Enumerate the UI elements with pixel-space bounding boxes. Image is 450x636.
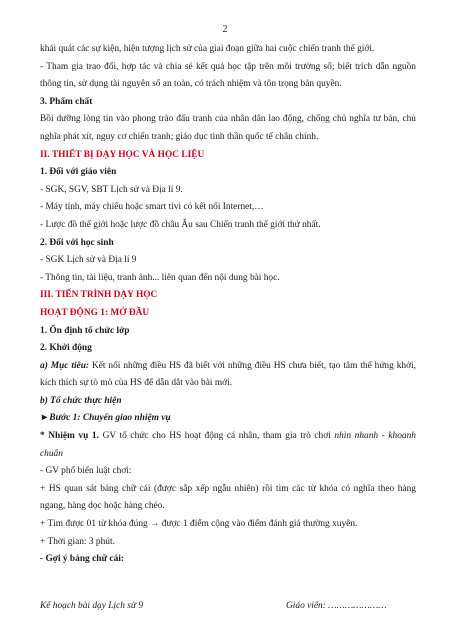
- objective-label: a) Mục tiêu:: [40, 360, 90, 371]
- list-item: + Tìm được 01 từ khóa đúng → được 1 điểm cộng vào điểm đánh giá thường xuyên.: [40, 519, 358, 530]
- section-heading-process: III. TIẾN TRÌNH DẠY HỌC: [40, 290, 158, 301]
- list-item: + HS quan sát bảng chữ cái (được sắp xếp ngẫu nhiên) rồi tìm các từ khóa có nghĩa theo hàng ngang, hàng dọc hoặc hàng chéo.: [40, 483, 416, 512]
- section-heading-equipment: II. THIẾT BỊ DẠY HỌC VÀ HỌC LIỆU: [40, 149, 205, 160]
- list-item: - SGK Lịch sử và Địa lí 9: [40, 255, 137, 266]
- heading-class-setup: 1. Ổn định tổ chức lớp: [40, 325, 130, 336]
- paragraph-competence-continued: khái quát các sự kiện, hiện tượng lịch sử của giai đoạn giữa hai cuộc chiến tranh thế giới.: [40, 44, 375, 54]
- objective-text: Kết nối những điều HS đã biết với những điều HS chưa biết, tạo tâm thế hứng khởi, kích thích sự tò mò của HS để dẫn dắt vào bài mới.: [40, 360, 416, 389]
- list-item: - Lược đồ thế giới hoặc lược đồ châu Âu sau Chiến tranh thế giới thứ nhất.: [40, 219, 321, 230]
- page-number: 2: [222, 24, 228, 35]
- footer-teacher: Giáo viên: …………………: [286, 601, 387, 611]
- paragraph-objective: [40, 358, 416, 393]
- game-name: nhìn nhanh - khoanh chuẩn: [40, 431, 416, 459]
- heading-qualities: 3. Phẩm chất: [40, 96, 93, 107]
- list-item: + Thời gian: 3 phút.: [40, 536, 115, 547]
- list-item: - Máy tính, máy chiếu hoặc smart tivi có kết nối Internet,…: [40, 202, 264, 213]
- document-body: [40, 41, 416, 569]
- heading-for-teacher: 1. Đối với giáo viên: [40, 167, 117, 178]
- task-label: * Nhiệm vụ 1.: [40, 431, 99, 442]
- heading-step-1: ►Bước 1: Chuyển giao nhiệm vụ: [40, 413, 171, 424]
- heading-organization: b) Tổ chức thực hiện: [40, 395, 122, 406]
- heading-alphabet-hint: - Gợi ý bảng chữ cái:: [40, 554, 124, 565]
- paragraph-task-1: [40, 428, 416, 463]
- heading-warm-up: 2. Khởi động: [40, 343, 92, 354]
- task-text: GV tổ chức cho HS hoạt động cá nhân, tham gia trò chơi: [98, 431, 335, 442]
- list-item: - SGK, SGV, SBT Lịch sử và Địa lí 9.: [40, 184, 183, 195]
- paragraph-digital-competence: - Tham gia trao đổi, hợp tác và chia sẻ kết quả học tập trên môi trường số; biết trích dẫn nguồn thông tin, sử dụng tài nguyên số an toàn, có trách nhiệm và tôn trọng bản quyền.: [40, 61, 416, 90]
- paragraph-qualities: Bồi dưỡng lòng tin vào phong trào đấu tranh của nhân dân lao động, chống chủ nghĩa tư bản, chủ nghĩa phát xít, nguy cơ chiến tranh; giáo dục tinh thần quốc tế chân chính.: [40, 114, 416, 142]
- list-item: - Thông tin, tài liệu, tranh ảnh... liên quan đến nội dung bài học.: [40, 272, 280, 283]
- footer-lesson-plan: Kế hoạch bài dạy Lịch sử 9: [40, 601, 144, 611]
- activity-heading: HOẠT ĐỘNG 1: MỞ ĐẦU: [40, 307, 150, 318]
- list-item: - GV phổ biến luật chơi:: [40, 466, 132, 477]
- heading-for-student: 2. Đối với học sinh: [40, 237, 114, 248]
